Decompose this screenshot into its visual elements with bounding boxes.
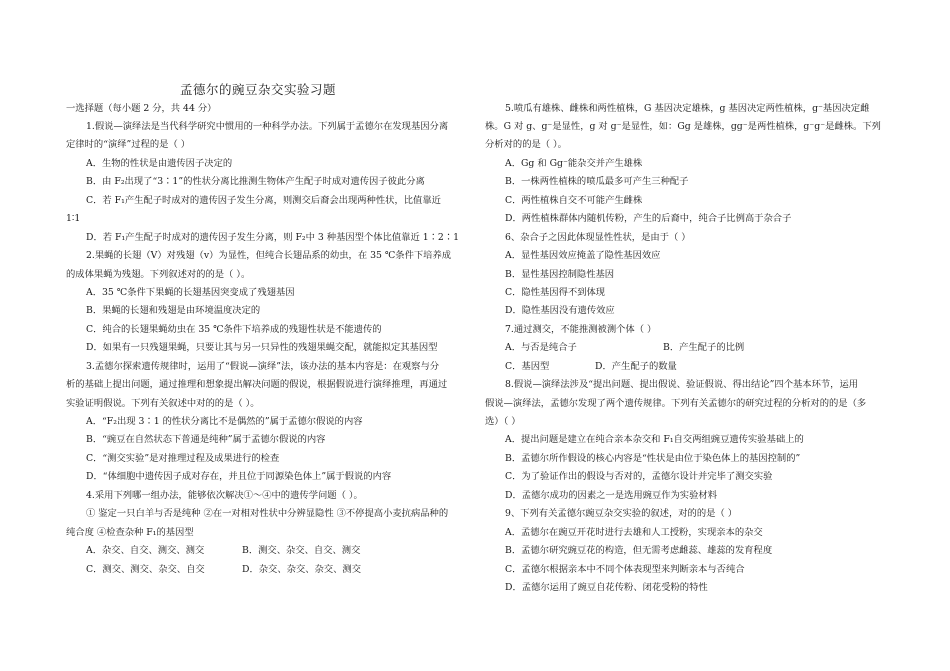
q5-option-a: A．Gg 和 Gg⁻能杂交并产生雄株 (505, 158, 643, 169)
q8-stem-line-3: 选）（ ） (485, 416, 521, 427)
q1-option-c-line-2: 1∶1 (66, 213, 81, 224)
q5-option-d: D．两性植株群体内随机传粉，产生的后裔中，纯合子比例高于杂合子 (505, 213, 792, 224)
section-heading: 一选择题（每小题 2 分，共 44 分） (66, 103, 217, 114)
q3-option-d: D．“体细胞中遗传因子成对存在，并且位于同源染色体上”属于假说的内容 (86, 471, 392, 482)
q9-stem: 9、下列有关孟德尔豌豆杂交实验的叙述，对的的是（ ） (505, 508, 737, 519)
q9-option-c: C．孟德尔根据亲本中不同个体表现型来判断亲本与否纯合 (505, 564, 745, 575)
q5-option-c: C．两性植株自交不可能产生雌株 (505, 195, 643, 206)
q2-option-d: D．如果有一只残翅果蝇，只要让其与另一只异性的残翅果蝇交配，就能拟定其基因型 (86, 342, 438, 353)
q8-option-d: D．孟德尔成功的因素之一是选用豌豆作为实验材料 (505, 490, 717, 501)
q2-stem-line-1: 2.果蝇的长翅（V）对残翅（v）为显性，但纯合长翅品系的幼虫，在 35 ℃条件下培养成 (86, 250, 452, 261)
q2-option-a: A．35 ℃条件下果蝇的长翅基因突变成了残翅基因 (86, 287, 295, 298)
q8-option-b: B．孟德尔所作假设的核心内容是“性状是由位于染色体上的基因控制的” (505, 453, 801, 464)
q7-stem: 7.通过测交，不能推测被测个体（ ） (505, 324, 657, 335)
q9-option-d: D．孟德尔运用了豌豆自花传粉、闭花受粉的特性 (505, 582, 708, 593)
q5-stem-line-1: 5.喷瓜有雄株、雌株和两性植株，G 基因决定雄株，g 基因决定两性植株，g⁻基因决定雌 (505, 103, 870, 114)
q3-stem-line-1: 3.孟德尔探索遗传规律时，运用了“假说—演绎”法，该办法的基本内容是：在观察与分 (86, 361, 440, 372)
q2-option-c: C．纯合的长翅果蝇幼虫在 35 ℃条件下培养成的残翅性状是不能遗传的 (86, 324, 382, 335)
q4-stem-line-2: ① 鉴定一只白羊与否是纯种 ②在一对相对性状中分辨显隐性 ③不停提高小麦抗病品种的 (86, 508, 449, 519)
page-title: 孟德尔的豌豆杂交实验习题 (180, 82, 337, 97)
q8-option-a: A．提出问题是建立在纯合亲本杂交和 F₁自交两组豌豆遗传实验基础上的 (505, 434, 804, 445)
q3-stem-line-2: 析的基础上提出问题，通过推理和想象提出解决问题的假说，根据假说进行演绎推理，再通过 (66, 379, 448, 390)
q4-option-c: C．测交、测交、杂交、自交 (86, 564, 205, 575)
q2-stem-line-2: 的成体果蝇为残翅。下列叙述对的的是（ ）。 (66, 269, 251, 280)
q7-option-d: D．产生配子的数量 (595, 361, 677, 372)
q1-stem-line-2: 定律时的“演绎”过程的是（ ） (66, 139, 191, 150)
q4-stem-line-3: 纯合度 ④检查杂种 F₁的基因型 (66, 527, 194, 538)
q8-stem-line-1: 8.假说—演绎法涉及“提出问题、提出假说、验证假说、得出结论”四个基本环节，运用 (505, 379, 859, 390)
q8-option-c: C．为了验证作出的假设与否对的，孟德尔设计并完毕了测交实验 (505, 471, 773, 482)
q1-stem-line-1: 1.假说—演绎法是当代科学研究中惯用的一种科学办法。下列属于孟德尔在发现基因分离 (86, 121, 449, 132)
q3-option-a: A．“F₂出现 3∶1 的性状分离比不是偶然的”属于孟德尔假说的内容 (86, 416, 363, 427)
q4-stem-line-1: 4.采用下列哪一组办法，能够依次解决①～④中的遗传学问题（ ）。 (86, 490, 363, 501)
q9-option-b: B．孟德尔研究豌豆花的构造，但无需考虑雌蕊、雄蕊的发育程度 (505, 545, 773, 556)
q5-stem-line-3: 分析对的的是（ ）。 (485, 139, 567, 150)
q4-option-a: A．杂交、自交、测交、测交 (86, 545, 205, 556)
q2-option-b: B．果蝇的长翅和残翅是由环境温度决定的 (86, 305, 261, 316)
q6-option-a: A．显性基因效应掩盖了隐性基因效应 (505, 250, 661, 261)
q7-option-b: B．产生配子的比例 (663, 342, 745, 353)
q6-option-b: B．显性基因控制隐性基因 (505, 269, 615, 280)
q3-option-c: C．“测交实验”是对推理过程及成果进行的检查 (86, 453, 280, 464)
q6-stem: 6、杂合子之因此体现显性性状，是由于（ ） (505, 232, 691, 243)
q1-option-d: D．若 F₁产生配子时成对的遗传因子发生分离，则 F₂中 3 种基因型个体比值靠近 1∶2∶1 (86, 232, 460, 243)
q6-option-c: C．隐性基因得不到体现 (505, 287, 606, 298)
q1-option-b: B．由 F₂出现了“3∶1”的性状分离比推测生物体产生配子时成对遗传因子彼此分离 (86, 176, 425, 187)
q3-stem-line-3: 实验证明假说。下列有关叙述中对的的是（ ）。 (66, 398, 260, 409)
q3-option-b: B．“豌豆在自然状态下普通是纯种”属于孟德尔假说的内容 (86, 434, 326, 445)
q7-option-a: A．与否是纯合子 (505, 342, 577, 353)
q5-stem-line-2: 株。G 对 g、g⁻是显性，g 对 g⁻是显性，如：Gg 是雄株，gg⁻是两性植株，g⁻g⁻是雌株。下列 (485, 121, 881, 132)
q5-option-b: B．一株两性植株的喷瓜最多可产生三种配子 (505, 176, 689, 187)
q4-option-d: D．杂交、杂交、杂交、测交 (242, 564, 362, 575)
q9-option-a: A．孟德尔在豌豆开花时进行去雄和人工授粉，实现亲本的杂交 (505, 527, 763, 538)
q6-option-d: D．隐性基因没有遗传效应 (505, 305, 615, 316)
q7-option-c: C．基因型 (505, 361, 550, 372)
q4-option-b: B．测交、杂交、自交、测交 (242, 545, 361, 556)
q1-option-a: A．生物的性状是由遗传因子决定的 (86, 158, 233, 169)
q8-stem-line-2: 假说—演绎法，孟德尔发现了两个遗传规律。下列有关孟德尔的研究过程的分析对的的是（多 (485, 398, 867, 409)
q1-option-c-line-1: C．若 F₁产生配子时成对的遗传因子发生分离，则测交后裔会出现两种性状，比值靠近 (86, 195, 441, 206)
